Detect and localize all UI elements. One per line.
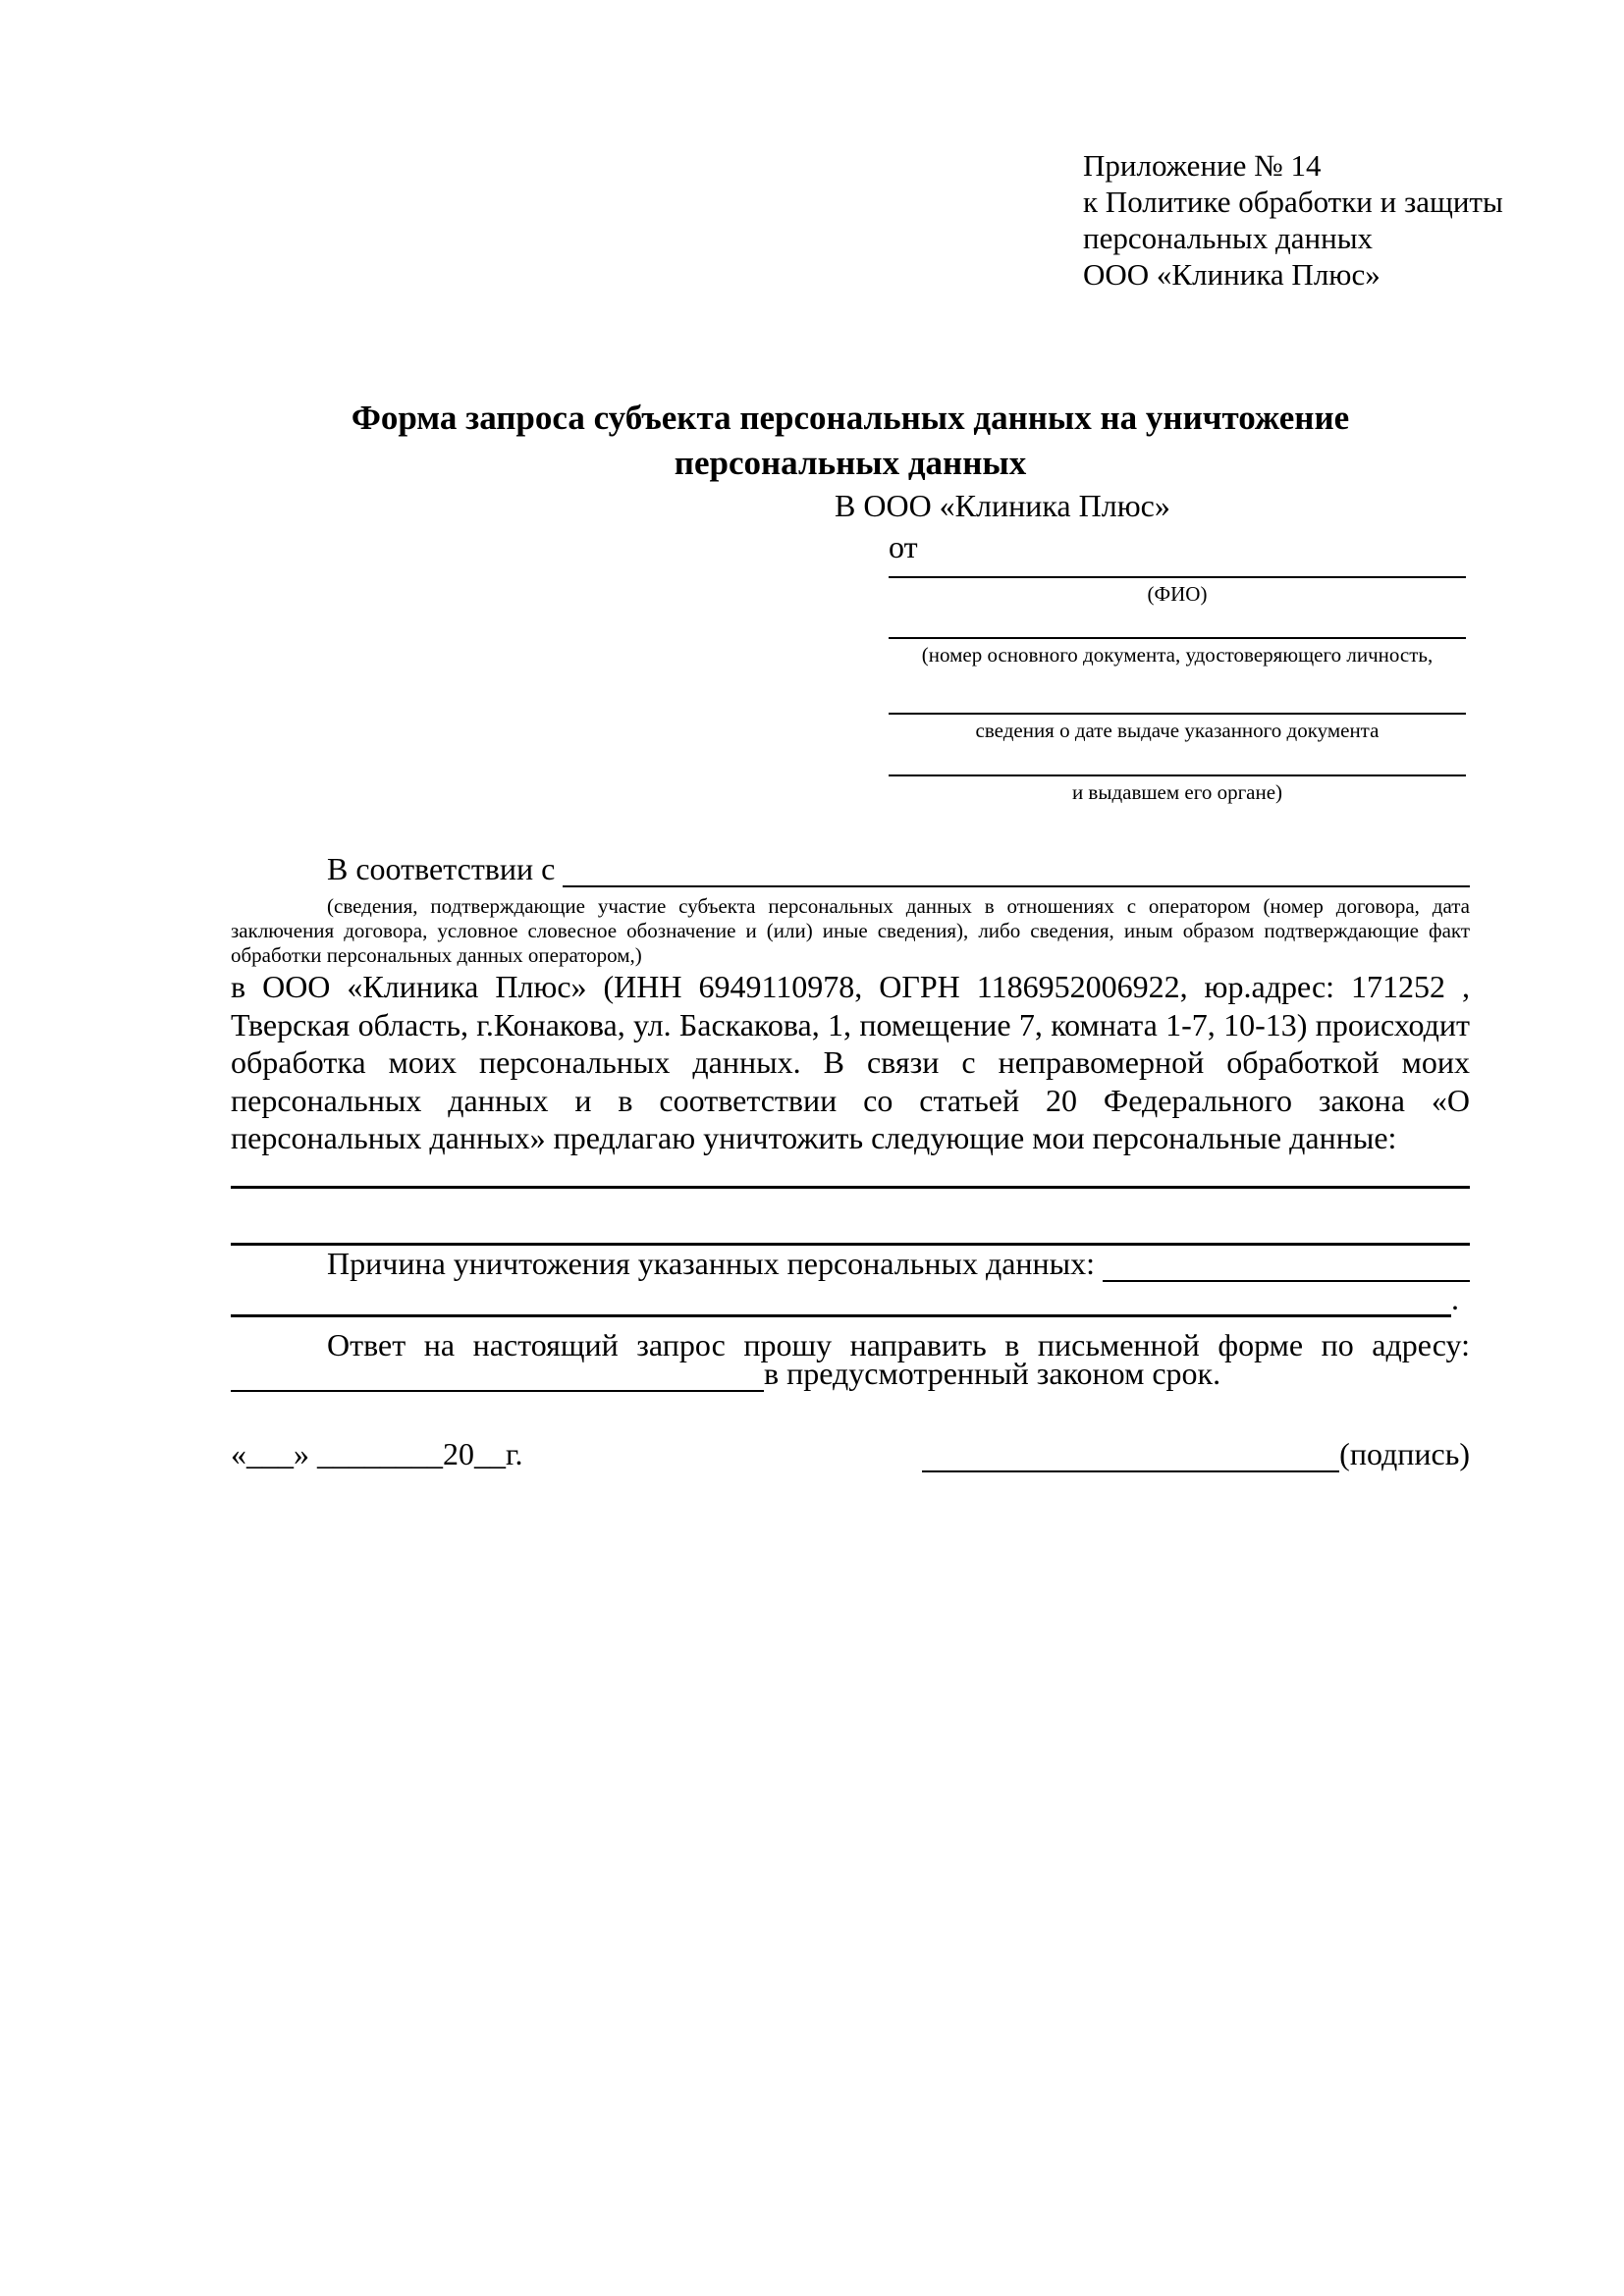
from-label: от <box>889 529 918 564</box>
appendix-header-line: к Политике обработки и защиты <box>1083 185 1503 219</box>
accordance-fill-line <box>563 851 1470 887</box>
doc-issuer-line <box>889 774 1466 776</box>
reason-continuation-line <box>231 1281 1451 1317</box>
appendix-header-line: персональных данных <box>1083 221 1374 255</box>
blank-line-1 <box>231 1186 1470 1189</box>
date-field: «___» ________20__г. <box>231 1436 523 1471</box>
reason-label: Причина уничтожения указанных персональных данных: <box>327 1246 1096 1281</box>
reason-fill-line <box>1103 1247 1470 1282</box>
doc-issuer-caption: и выдавшем его органе) <box>1071 780 1283 804</box>
reason-row <box>231 1246 1470 1282</box>
form-title-line1: Форма запроса субъекта персональных данных на уничтожение <box>351 399 1350 437</box>
appendix-header-line: Приложение № 14 <box>1083 148 1322 183</box>
period-mark: . <box>1451 1281 1459 1316</box>
appendix-header-line: ООО «Клиника Плюс» <box>1083 257 1380 292</box>
address-fill-line <box>231 1357 764 1392</box>
signature-caption: (подпись) <box>1339 1436 1470 1471</box>
reason-continuation-row <box>231 1281 1470 1317</box>
accordance-row <box>231 853 1470 887</box>
appendix-header <box>1083 147 1544 293</box>
form-title-line2: персональных данных <box>674 444 1027 482</box>
answer-term-text: в предусмотренный законом срок. <box>764 1356 1221 1391</box>
doc-date-caption: сведения о дате выдаче указанного документа <box>975 719 1380 742</box>
fio-caption: (ФИО) <box>1147 582 1208 606</box>
accordance-note: (сведения, подтверждающие участие субъекта персональных данных в отношениях с оператором (номер договора, дата заключения договора, условное словесное обозначение и (или) иные сведения), либо сведения, иным образом подтверждающие факт обработки персональных данных оператором,) <box>231 894 1470 967</box>
answer-paragraph: Ответ на настоящий запрос прошу направить в письменной форме по адресу: <box>327 1327 1470 1362</box>
fio-line <box>889 576 1466 578</box>
doc-number-line <box>889 637 1466 639</box>
form-title <box>231 396 1470 486</box>
main-paragraph: в ООО «Клиника Плюс» (ИНН 6949110978, ОГРН 1186952006922, юр.адрес: 171252 , Тверская область, г.Конакова, ул. Баскакова, 1, помещение 7, комната 1-7, 10-13) происходит обработка моих персональных данных. В связи с неправомерной обработкой моих персональных данных и в соответствии со статьей 20 Федерального закона «О персональных данных» предлагаю уничтожить следующие мои персональные данные: <box>231 969 1470 1155</box>
signature-line <box>922 1433 1339 1472</box>
doc-number-caption: (номер основного документа, удостоверяющего личность, <box>921 643 1434 667</box>
doc-date-line <box>889 713 1466 715</box>
addressee-organization: В ООО «Клиника Плюс» <box>835 488 1170 523</box>
footer-row <box>231 1435 1470 1472</box>
accordance-label: В соответствии с <box>327 851 556 886</box>
answer-address-row <box>231 1356 1470 1392</box>
